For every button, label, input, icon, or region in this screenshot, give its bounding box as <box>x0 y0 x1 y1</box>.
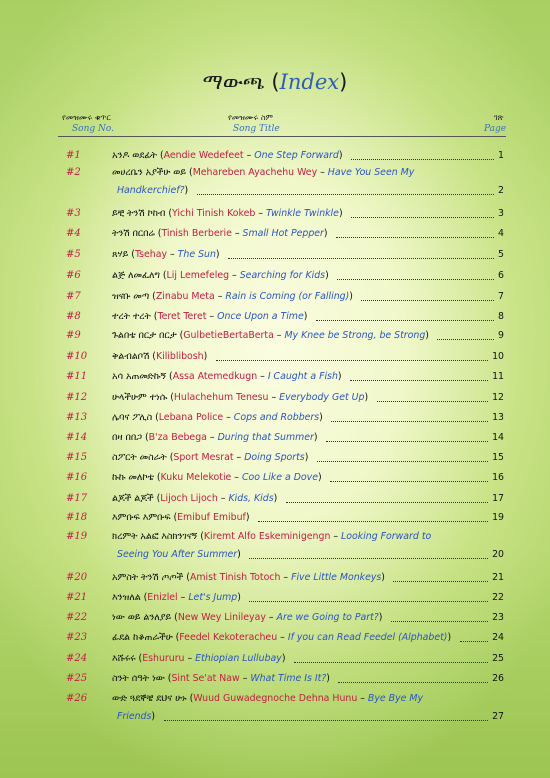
entry-title-amharic: ልጆች ልጆች <box>112 493 154 504</box>
entry-title-line: ክረምት አልፎ እስክንገናኝ (Kiremt Alfo Eskeminigengn – Looking Forward to <box>112 531 432 542</box>
entry-title-line: አንዶ ወደፊት (Aendie Wedefeet – One Step Forward) <box>112 150 343 161</box>
entry-title-line: ሌባና ፖሊስ (Lebana Police – Cops and Robbers) <box>112 412 323 423</box>
entry-english-title: Ethiopian Lullubay <box>195 653 282 664</box>
entry-title-amharic: ሌባና ፖሊስ <box>112 412 153 423</box>
entry-title-line: ልጅ ለመፈለግ (Lij Lemefeleg – Searching for Kids) <box>112 270 329 281</box>
dotted-leader <box>350 380 488 381</box>
entry-title-line: ውድ ጓደኞቼ ደህና ሁኑ (Wuud Guwadegnoche Dehna Hunu – Bye Bye My <box>112 693 424 704</box>
entry-title-line: አሳ አጠመድኩኝ (Assa Atemedkugn – I Caught a Fish) <box>112 371 342 382</box>
entry-transliteration: Lijoch Lijoch <box>160 493 218 504</box>
entry-page-number: 11 <box>492 371 504 382</box>
entry-transliteration: Kiliblibosh <box>155 351 204 362</box>
entry-title-line: እንዝለል (Enizlel – Let's Jump) <box>112 592 241 603</box>
entry-page-number: 9 <box>498 330 504 341</box>
entry-english-title: Small Hot Pepper <box>242 228 324 239</box>
entry-title-line: ኩኩ መለኮቴ (Kuku Melekotie – Coo Like a Dove) <box>112 472 322 483</box>
entry-page-number: 1 <box>498 150 504 161</box>
entry-page-number: 20 <box>492 549 504 560</box>
dotted-leader <box>361 300 494 301</box>
entry-transliteration: GulbetieBertaBerta <box>183 330 274 341</box>
dotted-leader <box>326 441 488 442</box>
entry-title-amharic: ተረት ተረት <box>112 311 151 322</box>
entry-title-line: ስፖርት መስራት (Sport Mesrat – Doing Sports) <box>112 452 309 463</box>
entry-transliteration: Kuku Melekotie <box>160 472 232 483</box>
header-divider <box>58 136 506 137</box>
entry-transliteration: Aendie Wedefeet <box>163 150 244 161</box>
entry-title-line: ትንሽ በርበሬ (Tinish Berberie – Small Hot Pepper) <box>112 228 328 239</box>
entry-number: #4 <box>66 228 81 239</box>
entry-title-amharic: አምስት ትንሽ ጦጦች <box>112 572 184 583</box>
dotted-leader <box>393 581 488 582</box>
entry-title-line: ቅልብልቦሽ (Kiliblibosh) <box>112 351 208 362</box>
entry-title-amharic: ፊደል ከቆጠራችሁ <box>112 632 173 643</box>
entry-number: #9 <box>66 330 81 341</box>
entry-english-title: Once Upon a Time <box>217 311 304 322</box>
entry-title-amharic: ልጅ ለመፈለግ <box>112 270 160 281</box>
entry-transliteration: Tinish Berberie <box>161 228 232 239</box>
dotted-leader <box>330 481 488 482</box>
entry-title-amharic: እምቡፍ እምቡፍ <box>112 512 171 523</box>
dotted-leader <box>249 601 488 602</box>
entry-english-title: During that Summer <box>217 432 314 443</box>
entry-page-number: 2 <box>498 185 504 196</box>
entry-title-line: ስንት ሰዓት ነው (Sint Se'at Naw – What Time Is It?) <box>112 673 330 684</box>
entry-title-amharic: ጉልበቴ በርታ በርታ <box>112 330 177 341</box>
header-page-amharic: ገጽ <box>494 113 504 122</box>
entry-number: #21 <box>66 592 88 603</box>
entry-number: #6 <box>66 270 81 281</box>
entry-number: #8 <box>66 311 81 322</box>
entry-english-title: Looking Forward to <box>341 531 432 542</box>
entry-title-amharic: ኩኩ መለኮቴ <box>112 472 154 483</box>
entry-english-title: Searching for Kids <box>239 270 326 281</box>
entry-english-title: Bye Bye My <box>367 693 424 704</box>
entry-english-title-continued: Friends <box>117 711 152 722</box>
entry-page-number: 24 <box>492 632 504 643</box>
entry-title-amharic: መሀረቤን አያችሁ ወይ <box>112 167 187 178</box>
entry-page-number: 13 <box>492 412 504 423</box>
entry-title-amharic: ስንት ሰዓት ነው <box>112 673 165 684</box>
entry-page-number: 14 <box>492 432 504 443</box>
header-page: Page <box>484 124 507 134</box>
entry-english-title: My Knee be Strong, be Strong <box>284 330 426 341</box>
entry-title-line: አምስት ትንሽ ጦጦች (Amist Tinish Totoch – Five Little Monkeys) <box>112 572 385 583</box>
entry-transliteration: Zinabu Meta <box>155 291 215 302</box>
entry-number: #26 <box>66 693 88 704</box>
entry-title-amharic: አሳ አጠመድኩኝ <box>112 371 167 382</box>
entry-title-line: ፊደል ከቆጠራችሁ (Feedel Kekoteracheu – If you can Read Feedel (Alphabet)) <box>112 632 452 643</box>
dotted-leader <box>249 558 488 559</box>
entry-english-title: Cops and Robbers <box>233 412 320 423</box>
entry-transliteration: Yichi Tinish Kokeb <box>172 208 256 219</box>
entry-title-continued: Handkerchief?) <box>117 185 189 196</box>
entry-english-title: Doing Sports <box>244 452 305 463</box>
dotted-leader <box>216 360 488 361</box>
entry-number: #12 <box>66 392 88 403</box>
entry-page-number: 6 <box>498 270 504 281</box>
entry-page-number: 17 <box>492 493 504 504</box>
entry-transliteration: Tsehay <box>134 249 167 260</box>
entry-number: #5 <box>66 249 81 260</box>
entry-english-title: Kids, Kids <box>228 493 274 504</box>
entry-transliteration: Mehareben Ayachehu Wey <box>192 167 318 178</box>
entry-title-amharic: ውድ ጓደኞቼ ደህና ሁኑ <box>112 693 187 704</box>
entry-page-number: 3 <box>498 208 504 219</box>
entry-title-line: ልጆች ልጆች (Lijoch Lijoch – Kids, Kids) <box>112 493 278 504</box>
entry-page-number: 15 <box>492 452 504 463</box>
entry-english-title: Coo Like a Dove <box>241 472 318 483</box>
entry-english-title: What Time Is It? <box>250 673 327 684</box>
entry-number: #11 <box>66 371 88 382</box>
entry-english-title: Everybody Get Up <box>279 392 365 403</box>
page-title: ማውጫ (Index) <box>202 70 348 94</box>
entry-title-amharic: ሁላችሁም ተነሱ <box>112 392 168 403</box>
entry-transliteration: Kiremt Alfo Eskeminigengn <box>203 531 331 542</box>
entry-number: #16 <box>66 472 88 483</box>
entry-transliteration: Amist Tinish Totoch <box>189 572 281 583</box>
entry-title-amharic: ክረምት አልፎ እስክንገናኝ <box>112 531 198 542</box>
dotted-leader <box>336 237 494 238</box>
entry-transliteration: Hulachehum Tenesu <box>173 392 269 403</box>
entry-number: #2 <box>66 167 81 178</box>
entry-title-amharic: እሹሩሩ <box>112 653 136 664</box>
entry-transliteration: Teret Teret <box>157 311 207 322</box>
dotted-leader <box>337 279 494 280</box>
entry-number: #18 <box>66 512 88 523</box>
entry-number: #23 <box>66 632 88 643</box>
entry-title-line: መሀረቤን አያችሁ ወይ (Mehareben Ayachehu Wey – Have You Seen My <box>112 167 415 178</box>
entry-title-amharic: በዛ በበጋ <box>112 432 142 443</box>
entry-transliteration: Emibuf Emibuf <box>177 512 246 523</box>
entry-english-title: If you can Read Feedel (Alphabet) <box>287 632 448 643</box>
entry-title-line: ተረት ተረት (Teret Teret – Once Upon a Time) <box>112 311 308 322</box>
entry-number: #20 <box>66 572 88 583</box>
entry-page-number: 27 <box>492 711 504 722</box>
entry-english-title-continued: Seeing You After Summer <box>117 549 238 560</box>
entry-english-title: Have You Seen My <box>327 167 415 178</box>
entry-number: #3 <box>66 208 81 219</box>
entry-transliteration: Enizlel <box>147 592 178 603</box>
dotted-leader <box>197 194 494 195</box>
header-song-no-amharic: የመዝሙሩ ቁጥር <box>62 113 111 122</box>
entry-number: #7 <box>66 291 81 302</box>
entry-transliteration: B'za Bebega <box>148 432 207 443</box>
entry-transliteration: Sport Mesrat <box>173 452 234 463</box>
entry-transliteration: Assa Atemedkugn <box>172 371 258 382</box>
dotted-leader <box>316 320 494 321</box>
entry-title-line: ነው ወይ ልንለያይ (New Wey Linileyay – Are we Going to Part?) <box>112 612 383 623</box>
dotted-leader <box>338 682 488 683</box>
entry-english-title: One Step Forward <box>254 150 339 161</box>
entry-title-line: እምቡፍ እምቡፍ (Emibuf Emibuf) <box>112 512 250 523</box>
entry-title-line: ዝናቡ መጣ (Zinabu Meta – Rain is Coming (or Falling)) <box>112 291 353 302</box>
entry-transliteration: Sint Se'at Naw <box>171 673 240 684</box>
entry-transliteration: Feedel Kekoteracheu <box>179 632 278 643</box>
entry-page-number: 12 <box>492 392 504 403</box>
entry-page-number: 5 <box>498 249 504 260</box>
entry-number: #22 <box>66 612 88 623</box>
entry-english-title: Are we Going to Part? <box>276 612 379 623</box>
entry-page-number: 7 <box>498 291 504 302</box>
entry-title-amharic: ትንሽ በርበሬ <box>112 228 155 239</box>
dotted-leader <box>437 339 494 340</box>
entry-title-line: ይቺ ትንሽ ኮከብ (Yichi Tinish Kokeb – Twinkle Twinkle) <box>112 208 343 219</box>
dotted-leader <box>317 461 488 462</box>
entry-number: #25 <box>66 673 88 684</box>
entry-title-amharic: አንዶ ወደፊት <box>112 150 157 161</box>
entry-title-amharic: ዝናቡ መጣ <box>112 291 150 302</box>
entry-page-number: 8 <box>498 311 504 322</box>
entry-number: #14 <box>66 432 88 443</box>
entry-title-line: በዛ በበጋ (B'za Bebega – During that Summer) <box>112 432 318 443</box>
dotted-leader <box>460 641 488 642</box>
entry-title-line: ሁላችሁም ተነሱ (Hulachehum Tenesu – Everybody Get Up) <box>112 392 369 403</box>
entry-title-line: እሹሩሩ (Eshururu – Ethiopian Lullubay) <box>112 653 286 664</box>
dotted-leader <box>286 502 488 503</box>
entry-title-line: ጸሃይ (Tsehay – The Sun) <box>112 249 220 260</box>
entry-english-title: The Sun <box>177 249 216 260</box>
dotted-leader <box>391 621 488 622</box>
dotted-leader <box>294 662 488 663</box>
dotted-leader <box>351 159 494 160</box>
entry-number: #13 <box>66 412 88 423</box>
entry-title-amharic: ቅልብልቦሽ <box>112 351 150 362</box>
entry-number: #15 <box>66 452 88 463</box>
entry-page-number: 21 <box>492 572 504 583</box>
entry-page-number: 26 <box>492 673 504 684</box>
entry-number: #19 <box>66 531 88 542</box>
entry-english-title: Five Little Monkeys <box>291 572 382 583</box>
entry-english-title: Let's Jump <box>188 592 238 603</box>
entry-english-title-continued: Handkerchief? <box>117 185 185 196</box>
entry-title-continued: Seeing You After Summer) <box>117 549 241 560</box>
header-song-no: Song No. <box>72 124 114 134</box>
title-amharic: ማውጫ <box>202 70 265 94</box>
dotted-leader <box>351 217 494 218</box>
entry-transliteration: Lebana Police <box>158 412 224 423</box>
entry-number: #10 <box>66 351 88 362</box>
entry-title-continued: Friends) <box>117 711 156 722</box>
entry-number: #24 <box>66 653 88 664</box>
entry-title-amharic: እንዝለል <box>112 592 141 603</box>
entry-title-amharic: ነው ወይ ልንለያይ <box>112 612 172 623</box>
entry-english-title: I Caught a Fish <box>267 371 338 382</box>
entry-title-amharic: ጸሃይ <box>112 249 129 260</box>
entry-title-amharic: ስፖርት መስራት <box>112 452 167 463</box>
entry-transliteration: New Wey Linileyay <box>177 612 266 623</box>
entry-page-number: 25 <box>492 653 504 664</box>
header-song-title: Song Title <box>233 124 280 134</box>
entry-english-title: Twinkle Twinkle <box>266 208 339 219</box>
entry-page-number: 4 <box>498 228 504 239</box>
entry-page-number: 23 <box>492 612 504 623</box>
entry-english-title: Rain is Coming (or Falling) <box>225 291 350 302</box>
entry-transliteration: Wuud Guwadegnoche Dehna Hunu <box>193 693 358 704</box>
dotted-leader <box>228 258 494 259</box>
entry-page-number: 10 <box>492 351 504 362</box>
dotted-leader <box>164 720 488 721</box>
entry-number: #17 <box>66 493 88 504</box>
entry-transliteration: Eshururu <box>142 653 185 664</box>
dotted-leader <box>331 421 488 422</box>
dotted-leader <box>258 521 488 522</box>
entry-page-number: 16 <box>492 472 504 483</box>
entry-title-line: ጉልበቴ በርታ በርታ (GulbetieBertaBerta – My Knee be Strong, be Strong) <box>112 330 429 341</box>
entry-number: #1 <box>66 150 81 161</box>
dotted-leader <box>377 401 488 402</box>
entry-title-amharic: ይቺ ትንሽ ኮከብ <box>112 208 166 219</box>
title-english: Index <box>279 70 340 94</box>
entry-page-number: 19 <box>492 512 504 523</box>
header-song-title-amharic: የመዝሙሩ ስም <box>228 113 273 122</box>
entry-transliteration: Lij Lemefeleg <box>166 270 230 281</box>
entry-page-number: 22 <box>492 592 504 603</box>
